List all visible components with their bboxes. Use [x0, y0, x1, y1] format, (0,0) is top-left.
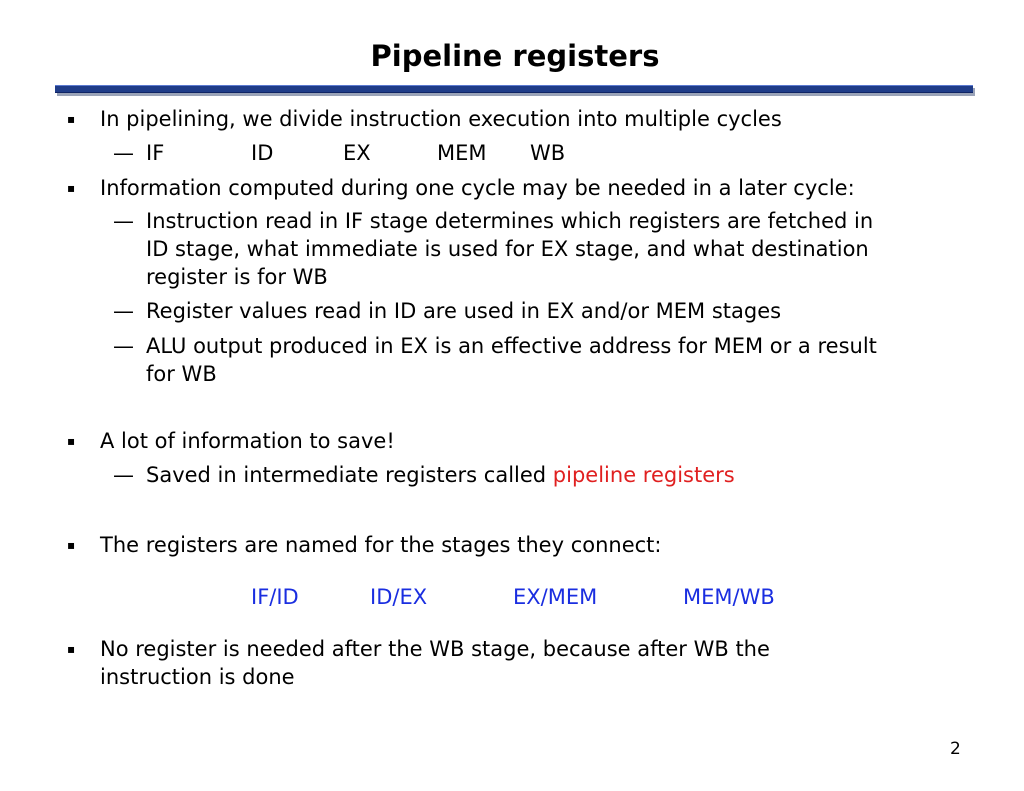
stage-ex: EX [343, 141, 371, 165]
stage-wb: WB [530, 141, 566, 165]
sub-bullet-text: ID stage, what immediate is used for EX stage, and what destination [146, 237, 869, 261]
bullet-marker: ▪ [67, 538, 76, 552]
bullet-text: instruction is done [100, 665, 295, 689]
sub-bullet-dash: — [113, 141, 134, 165]
slide-title: Pipeline registers [370, 39, 660, 73]
sub-bullet-dash: — [113, 209, 134, 233]
sub-bullet-text: Register values read in ID are used in EX and/or MEM stages [146, 299, 782, 323]
register-mem-wb: MEM/WB [683, 585, 775, 609]
sub-bullet-text: for WB [146, 362, 217, 386]
sub-bullet-text: ALU output produced in EX is an effective address for MEM or a result [146, 334, 877, 358]
sub-bullet-dash: — [113, 299, 134, 323]
bullet-text: A lot of information to save! [100, 429, 395, 453]
page-number: 2 [950, 739, 961, 759]
bullet-text: In pipelining, we divide instruction execution into multiple cycles [100, 107, 782, 131]
bullet-text: The registers are named for the stages they connect: [100, 533, 662, 557]
bullet-marker: ▪ [67, 112, 76, 126]
register-ex-mem: EX/MEM [513, 585, 598, 609]
bullet-marker: ▪ [67, 642, 76, 656]
sub-bullet-prefix: Saved in intermediate registers called [146, 463, 553, 487]
sub-bullet-dash: — [113, 463, 134, 487]
bullet-marker: ▪ [67, 181, 76, 195]
title-rule [55, 85, 973, 93]
bullet-text: Information computed during one cycle may be needed in a later cycle: [100, 176, 855, 200]
highlight-text: pipeline registers [552, 463, 735, 487]
bullet-text: No register is needed after the WB stage, because after WB the [100, 637, 770, 661]
sub-bullet-text: Instruction read in IF stage determines which registers are fetched in [146, 209, 874, 233]
stage-mem: MEM [437, 141, 487, 165]
sub-bullet-text [146, 461, 735, 489]
sub-bullet-text: register is for WB [146, 265, 328, 289]
bullet-marker: ▪ [67, 434, 76, 448]
stage-id: ID [251, 141, 274, 165]
sub-bullet-dash: — [113, 334, 134, 358]
register-if-id: IF/ID [251, 585, 299, 609]
register-id-ex: ID/EX [370, 585, 428, 609]
stage-if: IF [146, 141, 165, 165]
